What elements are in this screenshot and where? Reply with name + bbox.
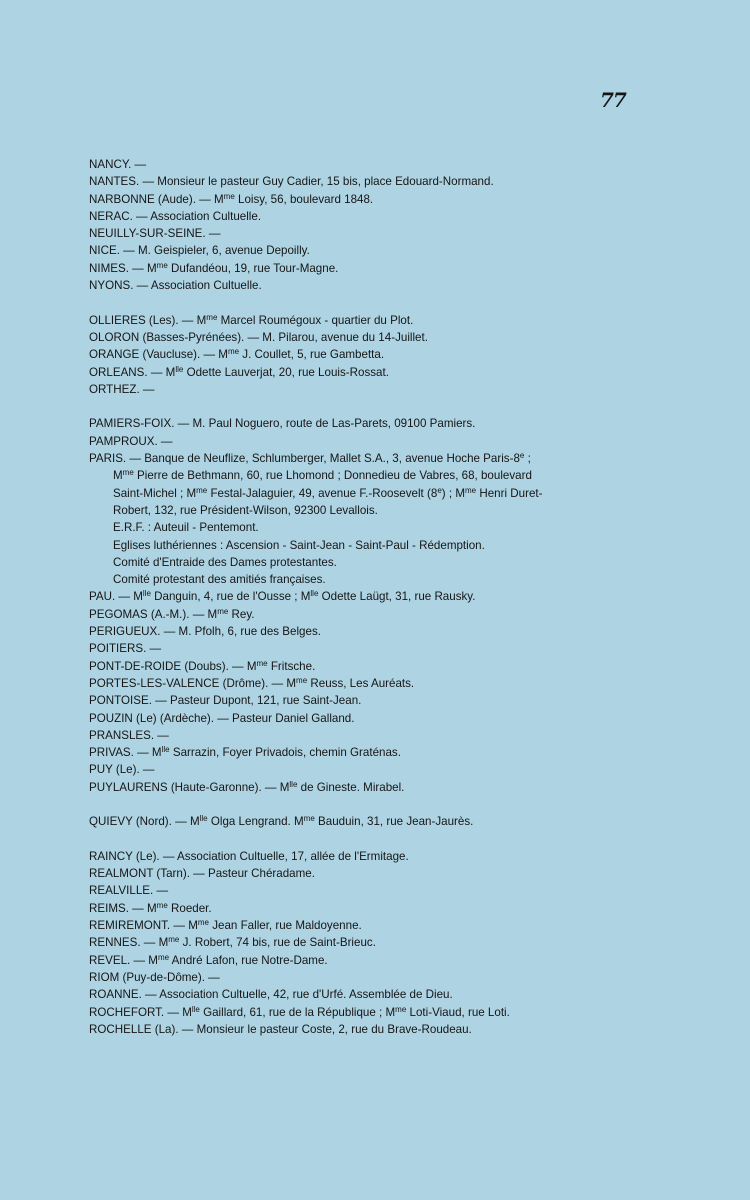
directory-entry: POITIERS. — — [89, 642, 162, 656]
directory-entry: PERIGUEUX. — M. Pfolh, 6, rue des Belges. — [89, 625, 321, 639]
directory-entry: PARIS. — Banque de Neuflize, Schlumberger, Mallet S.A., 3, avenue Hoche Paris-8e ; — [89, 451, 531, 466]
directory-entry: NIMES. — $M^{me}$ Dufandéou, 19, rue Tour-Magne. — [89, 260, 339, 275]
letter-group — [89, 415, 709, 796]
entry-continuation: Comité d'Entraide des Dames protestantes. — [113, 555, 337, 569]
directory-entry: ROANNE. — Association Cultuelle, 42, rue d'Urfé. Assemblée de Dieu. — [89, 988, 453, 1002]
section-gap — [89, 294, 709, 311]
directory-entry: POUZIN (Le) (Ardèche). — Pasteur Daniel Galland. — [89, 711, 355, 725]
directory-entry: PAU. — $M^{lle}$ Danguin, 4, rue de l'Ousse ; $M^{lle}$ Odette Laügt, 31, rue Rausky. — [89, 589, 476, 604]
directory-entry: RENNES. — $M^{me}$ J. Robert, 74 bis, rue de Saint-Brieuc. — [89, 935, 376, 950]
directory-entry: PRANSLES. — — [89, 728, 169, 742]
section-gap — [89, 831, 709, 848]
directory-entry: RAINCY (Le). — Association Cultuelle, 17, allée de l'Ermitage. — [89, 849, 409, 863]
directory-entry: PAMIERS-FOIX. — M. Paul Noguero, route de Las-Parets, 09100 Pamiers. — [89, 417, 476, 431]
entry-continuation: Comité protestant des amitiés françaises. — [113, 573, 326, 587]
directory-entry: ORLEANS. — $M^{lle}$ Odette Lauverjat, 20, rue Louis-Rossat. — [89, 364, 389, 379]
directory-entry: ORANGE (Vaucluse). — $M^{me}$ J. Coullet, 5, rue Gambetta. — [89, 347, 385, 362]
directory-entry: PONTOISE. — Pasteur Dupont, 121, rue Saint-Jean. — [89, 694, 362, 708]
directory-entry: PORTES-LES-VALENCE (Drôme). — $M^{me}$ Reuss, Les Auréats. — [89, 675, 415, 690]
letter-group — [89, 813, 709, 830]
directory-entry: PEGOMAS (A.-M.). — $M^{me}$ Rey. — [89, 606, 255, 621]
directory-list — [89, 156, 709, 1038]
entry-continuation: Saint-Michel ; $M^{me}$ Festal-Jalaguier, 49, avenue F.-Roosevelt (8e) ; $M^{me}$ Henri Duret- — [113, 485, 543, 500]
entry-continuation: Eglises luthériennes : Ascension - Saint-Jean - Saint-Paul - Rédemption. — [113, 538, 485, 552]
directory-entry: PAMPROUX. — — [89, 434, 173, 448]
letter-group — [89, 848, 709, 1038]
directory-entry: RIOM (Puy-de-Dôme). — — [89, 970, 220, 984]
letter-group — [89, 156, 709, 294]
entry-continuation: E.R.F. : Auteuil - Pentemont. — [113, 521, 259, 535]
page-number: 77 — [600, 88, 626, 112]
directory-entry: REIMS. — $M^{me}$ Roeder. — [89, 900, 212, 915]
directory-entry: NICE. — M. Geispieler, 6, avenue Depoilly. — [89, 244, 310, 258]
directory-entry: REALMONT (Tarn). — Pasteur Chéradame. — [89, 867, 315, 881]
directory-entry: OLORON (Basses-Pyrénées). — M. Pilarou, avenue du 14-Juillet. — [89, 330, 428, 344]
directory-entry: NERAC. — Association Cultuelle. — [89, 209, 262, 223]
directory-entry: ORTHEZ. — — [89, 382, 155, 396]
directory-entry: REVEL. — $M^{me}$ André Lafon, rue Notre-Dame. — [89, 952, 328, 967]
directory-entry: NYONS. — Association Cultuelle. — [89, 279, 262, 293]
directory-entry: NANTES. — Monsieur le pasteur Guy Cadier, 15 bis, place Edouard-Normand. — [89, 175, 494, 189]
directory-entry: PUYLAURENS (Haute-Garonne). — $M^{lle}$ de Gineste. Mirabel. — [89, 779, 405, 794]
directory-entry: PRIVAS. — $M^{lle}$ Sarrazin, Foyer Privadois, chemin Graténas. — [89, 745, 401, 760]
entry-continuation: Robert, 132, rue Président-Wilson, 92300 Levallois. — [113, 503, 378, 517]
directory-entry: NEUILLY-SUR-SEINE. — — [89, 227, 221, 241]
directory-entry: NANCY. — — [89, 158, 147, 171]
letter-group — [89, 312, 709, 398]
section-gap — [89, 796, 709, 813]
directory-entry: OLLIERES (Les). — $M^{me}$ Marcel Roumégoux - quartier du Plot. — [89, 312, 414, 327]
directory-entry: REMIREMONT. — $M^{me}$ Jean Faller, rue Maldoyenne. — [89, 918, 362, 933]
directory-entry: PUY (Le). — — [89, 763, 155, 777]
directory-entry: REALVILLE. — — [89, 884, 169, 898]
directory-entry: QUIEVY (Nord). — $M^{lle}$ Olga Lengrand. $M^{me}$ Bauduin, 31, rue Jean-Jaurès. — [89, 814, 474, 829]
directory-entry: ROCHEFORT. — $M^{lle}$ Gaillard, 61, rue de la République ; $M^{me}$ Loti-Viaud, rue Loti. — [89, 1004, 510, 1019]
entry-continuation: $M^{me}$ Pierre de Bethmann, 60, rue Lhomond ; Donnedieu de Vabres, 68, boulevard — [113, 468, 532, 483]
section-gap — [89, 398, 709, 415]
directory-entry: ROCHELLE (La). — Monsieur le pasteur Coste, 2, rue du Brave-Roudeau. — [89, 1022, 472, 1036]
directory-entry: NARBONNE (Aude). — $M^{me}$ Loisy, 56, boulevard 1848. — [89, 191, 374, 206]
directory-entry: PONT-DE-ROIDE (Doubs). — $M^{me}$ Fritsche. — [89, 658, 316, 673]
